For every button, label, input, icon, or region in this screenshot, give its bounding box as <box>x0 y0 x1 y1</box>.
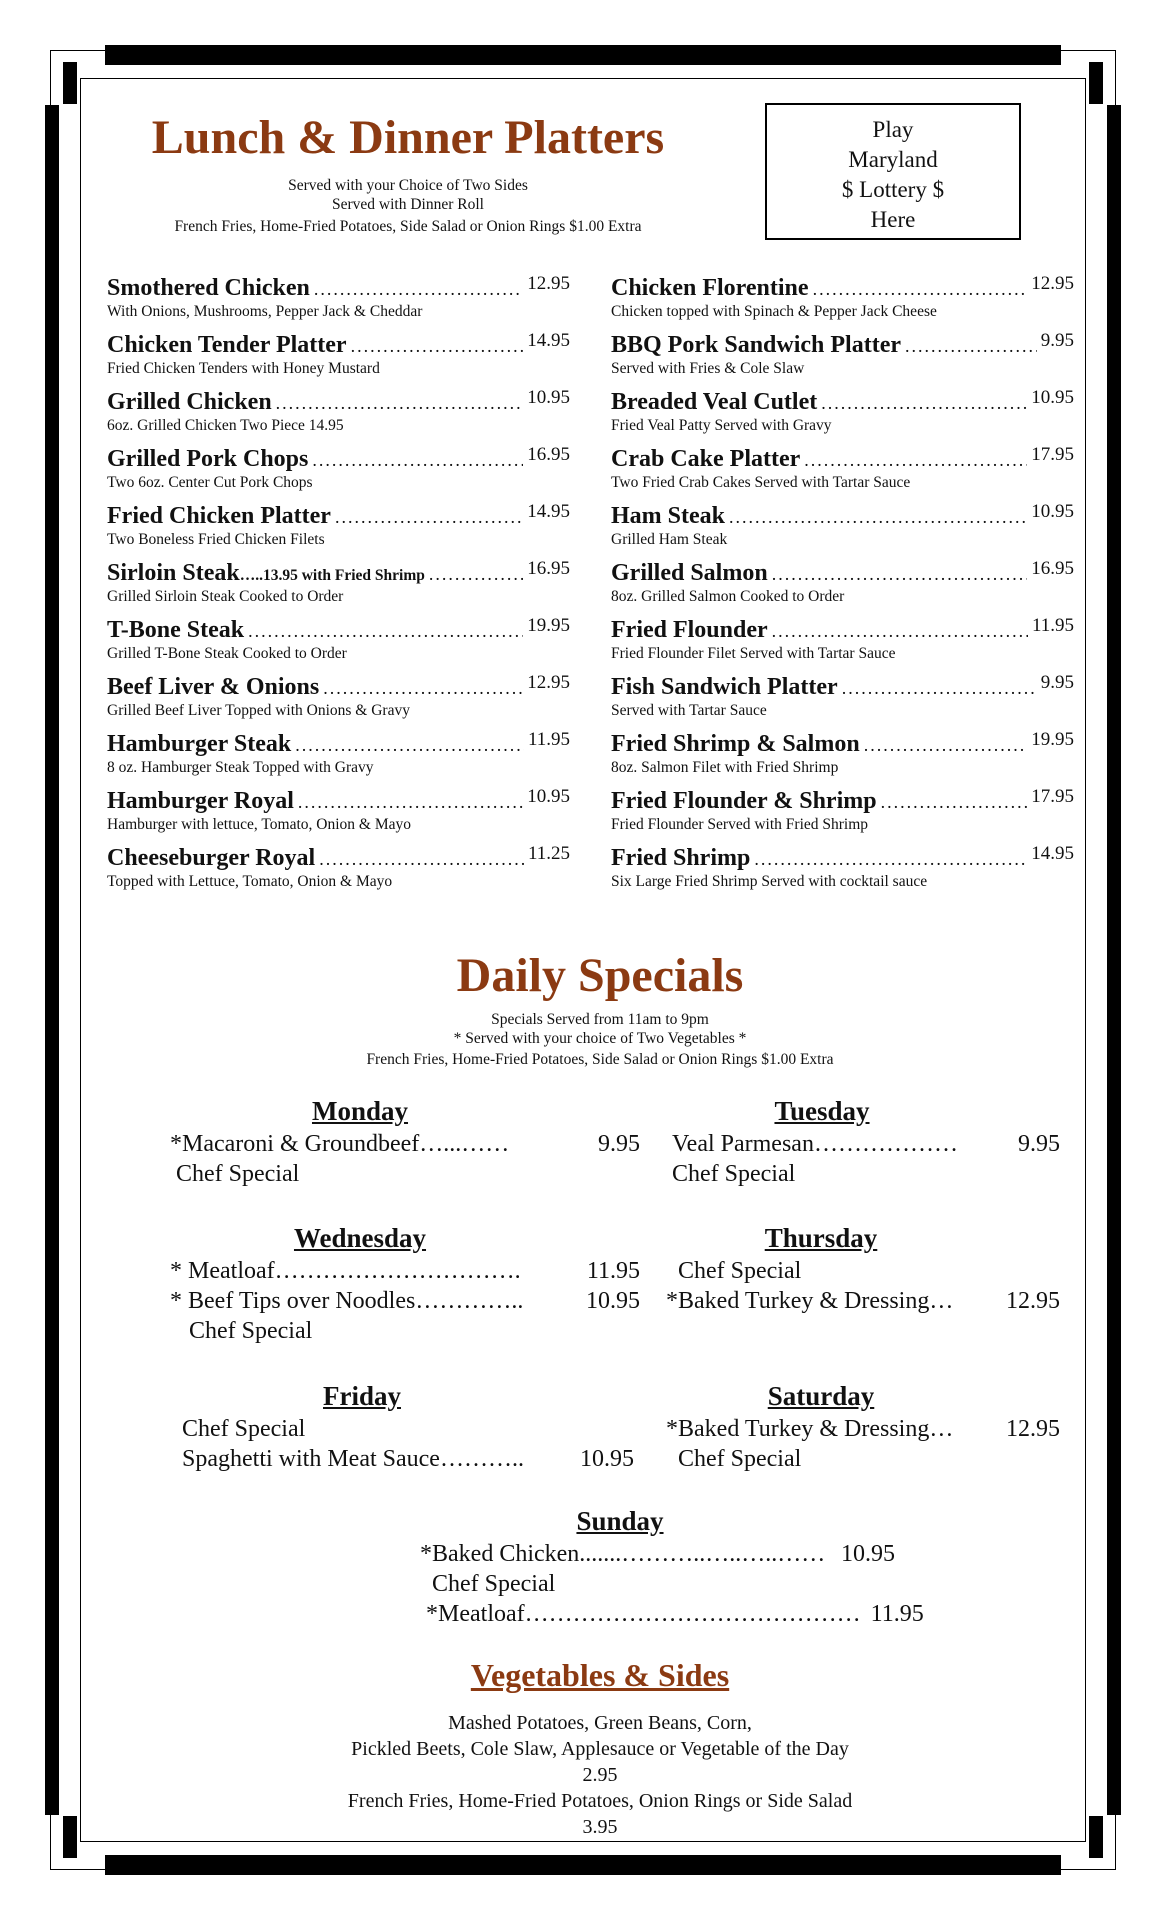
menu-item-header <box>107 731 570 758</box>
menu-item-price: 9.95 <box>1040 672 1074 693</box>
day-name: Thursday <box>764 1223 878 1253</box>
dot-leader <box>842 678 1037 699</box>
lottery-line: $ Lottery $ <box>841 177 945 202</box>
menu-item-title: Chicken Florentine <box>611 275 809 301</box>
special-line <box>672 1159 1060 1189</box>
lottery-line: Maryland <box>848 147 938 172</box>
dot-leader <box>314 279 523 300</box>
frame-corner <box>1089 1816 1103 1858</box>
menu-item-price: 19.95 <box>1031 729 1074 750</box>
specials-note: Specials Served from 11am to 9pm <box>491 1011 709 1028</box>
special-label: Chef Special <box>176 1161 300 1187</box>
menu-item-title: Cheeseburger Royal <box>107 845 316 871</box>
menu-item-header <box>611 845 1074 872</box>
special-label: Chef Special <box>182 1416 306 1442</box>
menu-item-header <box>107 788 570 815</box>
menu-item-title: Fried Shrimp & Salmon <box>611 731 860 757</box>
menu-item-name <box>107 845 315 872</box>
menu-item-description: Hamburger with lettuce, Tomato, Onion & Mayo <box>107 816 411 833</box>
menu-item-name <box>107 332 347 359</box>
special-label: Chef Special <box>678 1446 802 1472</box>
menu-item-title: Hamburger Steak <box>107 731 292 757</box>
menu-item <box>107 731 570 788</box>
page-title: Lunch & Dinner Platters <box>151 111 665 164</box>
day-name: Monday <box>311 1096 409 1126</box>
menu-item-title: T-Bone Steak <box>107 617 245 643</box>
menu-item-description: 6oz. Grilled Chicken Two Piece 14.95 <box>107 417 344 434</box>
menu-item-header <box>611 617 1074 644</box>
special-line <box>666 1414 1060 1444</box>
frame-corner <box>63 62 77 104</box>
specials-note: French Fries, Home-Fried Potatoes, Side Salad or Onion Rings $1.00 Extra <box>366 1051 834 1068</box>
dot-leader <box>429 564 523 585</box>
special-line <box>666 1256 1060 1286</box>
menu-item <box>611 275 1074 332</box>
menu-item-description: Fried Flounder Filet Served with Tartar Sauce <box>611 645 896 662</box>
dot-leader <box>881 792 1028 813</box>
vegetables-price: 2.95 <box>582 1764 618 1786</box>
special-price: 12.95 <box>1006 1416 1060 1442</box>
special-label: Chef Special <box>189 1318 313 1344</box>
menu-item <box>611 389 1074 446</box>
menu-item-title: Crab Cake Platter <box>611 446 801 472</box>
day-saturday <box>666 1380 1060 1474</box>
menu-item-price: 11.25 <box>527 843 570 864</box>
special-price: 9.95 <box>1018 1131 1060 1157</box>
special-line <box>170 1316 640 1346</box>
special-label: *Baked Chicken.......………..…..…..…… <box>420 1541 826 1567</box>
menu-item-header <box>611 275 1074 302</box>
frame-corner <box>1089 62 1103 104</box>
menu-item-description: 8oz. Salmon Filet with Fried Shrimp <box>611 759 839 776</box>
menu-item <box>611 560 1074 617</box>
menu-item <box>107 674 570 731</box>
special-label: Chef Special <box>672 1161 796 1187</box>
menu-item-description: 8 oz. Hamburger Steak Topped with Gravy <box>107 759 374 776</box>
menu-item-description: Chicken topped with Spinach & Pepper Jack Cheese <box>611 303 937 320</box>
dot-leader <box>864 735 1028 756</box>
menu-item-header <box>107 845 570 872</box>
lottery-line: Here <box>870 207 916 232</box>
menu-item-description: Two Boneless Fried Chicken Filets <box>107 531 325 548</box>
menu-item <box>611 332 1074 389</box>
dot-leader <box>351 336 524 357</box>
menu-item-header <box>107 617 570 644</box>
menu-item-name <box>107 731 291 758</box>
special-line <box>666 1444 1060 1474</box>
special-price: 10.95 <box>586 1288 640 1314</box>
menu-item-name <box>611 503 725 530</box>
day-wednesday <box>170 1222 640 1346</box>
menu-item-title: Fish Sandwich Platter <box>611 674 838 700</box>
menu-item-description: Grilled Beef Liver Topped with Onions & Gravy <box>107 702 410 719</box>
menu-item <box>107 503 570 560</box>
menu-item-description: Six Large Fried Shrimp Served with cocktail sauce <box>611 873 928 890</box>
menu-item-price: 10.95 <box>1031 387 1074 408</box>
menu-item-price: 12.95 <box>527 273 570 294</box>
menu-item <box>107 275 570 332</box>
vegetables-line: Mashed Potatoes, Green Beans, Corn, <box>448 1712 752 1734</box>
menu-item-title: Hamburger Royal <box>107 788 294 814</box>
dot-leader <box>804 450 1027 471</box>
menu-item-description: Served with Fries & Cole Slaw <box>611 360 805 377</box>
menu-item-name <box>107 560 425 587</box>
menu-item-header <box>107 560 570 587</box>
menu-item-name <box>611 845 750 872</box>
menu-item-description: Grilled T-Bone Steak Cooked to Order <box>107 645 347 662</box>
menu-item-price: 17.95 <box>1031 444 1074 465</box>
special-label: Chef Special <box>432 1571 556 1597</box>
menu-item-header <box>107 332 570 359</box>
menu-item-description: Grilled Sirloin Steak Cooked to Order <box>107 588 344 605</box>
dot-leader <box>335 507 523 528</box>
menu-item-header <box>611 503 1074 530</box>
menu-item-name <box>107 788 294 815</box>
menu-item-name <box>107 389 272 416</box>
dot-leader <box>813 279 1028 300</box>
day-name: Sunday <box>576 1506 664 1536</box>
menu-item-description: Topped with Lettuce, Tomato, Onion & Mayo <box>107 873 393 890</box>
day-tuesday <box>672 1095 1060 1189</box>
menu-item <box>611 845 1074 902</box>
special-price: 10.95 <box>580 1446 634 1472</box>
menu-item-name <box>107 617 244 644</box>
menu-item-price: 16.95 <box>527 444 570 465</box>
dot-leader <box>821 393 1027 414</box>
special-label: *Baked Turkey & Dressing… <box>666 1416 954 1442</box>
menu-item <box>611 617 1074 674</box>
vegetables-title: Vegetables & Sides <box>470 1657 730 1693</box>
special-line <box>182 1414 634 1444</box>
special-line <box>420 1599 946 1629</box>
special-price: 10.95 <box>841 1541 895 1567</box>
menu-item-name <box>611 617 768 644</box>
day-friday <box>182 1380 634 1474</box>
day-thursday <box>666 1222 1060 1316</box>
menu-item-price: 14.95 <box>1031 843 1074 864</box>
special-line <box>666 1286 1060 1316</box>
menu-item-description: Fried Veal Patty Served with Gravy <box>611 417 832 434</box>
menu-item <box>611 503 1074 560</box>
menu-item-price: 19.95 <box>527 615 570 636</box>
platters-left-column <box>107 275 570 902</box>
special-line <box>420 1539 950 1569</box>
special-line <box>170 1256 640 1286</box>
dot-leader <box>323 678 523 699</box>
menu-item-price: 14.95 <box>527 330 570 351</box>
menu-item-header <box>107 275 570 302</box>
menu-item-title: Sirloin Steak <box>107 560 240 586</box>
menu-item-description: Fried Chicken Tenders with Honey Mustard <box>107 360 380 377</box>
special-price: 11.95 <box>586 1258 640 1284</box>
menu-item-title: Fried Shrimp <box>611 845 751 871</box>
menu-item <box>611 731 1074 788</box>
menu-item-title: Fried Chicken Platter <box>107 503 331 529</box>
menu-item-price: 10.95 <box>1031 501 1074 522</box>
menu-item-description: Served with Tartar Sauce <box>611 702 767 719</box>
day-name: Wednesday <box>293 1223 427 1253</box>
menu-item-title: Chicken Tender Platter <box>107 332 347 358</box>
menu-item-name <box>611 332 901 359</box>
platter-note: French Fries, Home-Fried Potatoes, Side Salad or Onion Rings $1.00 Extra <box>174 218 642 235</box>
special-price: 9.95 <box>598 1131 640 1157</box>
special-line <box>170 1159 640 1189</box>
menu-item <box>611 674 1074 731</box>
menu-item-header <box>107 674 570 701</box>
platter-note: Served with your Choice of Two Sides <box>288 177 528 194</box>
menu-item-title: Grilled Chicken <box>107 389 272 415</box>
frame-bar-bottom <box>105 1855 1061 1875</box>
menu-item-name <box>107 674 319 701</box>
frame-corner <box>63 1816 77 1858</box>
day-name: Saturday <box>767 1381 875 1411</box>
special-label: *Macaroni & Groundbeef…...…… <box>170 1131 510 1157</box>
dot-leader <box>276 393 524 414</box>
special-price: 12.95 <box>1006 1288 1060 1314</box>
menu-item <box>611 446 1074 503</box>
dot-leader <box>729 507 1027 528</box>
menu-item-header <box>611 731 1074 758</box>
lottery-line: Play <box>872 117 914 142</box>
menu-item-description: 8oz. Grilled Salmon Cooked to Order <box>611 588 845 605</box>
menu-item-title: Fried Flounder <box>611 617 768 643</box>
menu-item-header <box>107 446 570 473</box>
menu-item-name <box>611 275 809 302</box>
menu-item-price: 16.95 <box>527 558 570 579</box>
dot-leader <box>298 792 523 813</box>
frame-bar-right <box>1107 105 1121 1815</box>
menu-item-name <box>611 446 800 473</box>
menu-item-header <box>107 503 570 530</box>
menu-item-header <box>611 674 1074 701</box>
special-label: Veal Parmesan……………… <box>672 1131 958 1157</box>
menu-item-price: 16.95 <box>1031 558 1074 579</box>
menu-item-price: 11.95 <box>527 729 570 750</box>
special-line <box>182 1444 634 1474</box>
menu-item-price: 17.95 <box>1031 786 1074 807</box>
menu-item-header <box>611 560 1074 587</box>
dot-leader <box>772 621 1028 642</box>
menu-item <box>611 788 1074 845</box>
day-sunday <box>420 1505 940 1629</box>
menu-item-description: Grilled Ham Steak <box>611 531 728 548</box>
menu-item-price: 12.95 <box>1031 273 1074 294</box>
special-line <box>170 1286 640 1316</box>
menu-item-price: 14.95 <box>527 501 570 522</box>
menu-item-name <box>107 446 308 473</box>
lottery-box <box>765 103 1021 240</box>
menu-item <box>107 788 570 845</box>
special-label: * Beef Tips over Noodles………….. <box>170 1288 524 1314</box>
menu-item-price: 9.95 <box>1040 330 1074 351</box>
menu-item <box>107 332 570 389</box>
menu-item-title: Smothered Chicken <box>107 275 310 301</box>
special-label: * Meatloaf…………………………. <box>170 1258 521 1284</box>
menu-item-name <box>611 389 817 416</box>
specials-note: * Served with your choice of Two Vegetables * <box>453 1030 747 1047</box>
menu-item-title: Ham Steak <box>611 503 725 529</box>
menu-item-description: Two Fried Crab Cakes Served with Tartar Sauce <box>611 474 911 491</box>
frame-bar-top <box>105 45 1061 65</box>
dot-leader <box>312 450 523 471</box>
menu-item-name <box>611 560 768 587</box>
menu-item-header <box>107 389 570 416</box>
special-label: *Baked Turkey & Dressing… <box>666 1288 954 1314</box>
menu-item-header <box>611 788 1074 815</box>
sides-price: 3.95 <box>582 1816 618 1838</box>
menu-item-header <box>611 389 1074 416</box>
menu-item-description: With Onions, Mushrooms, Pepper Jack & Cheddar <box>107 303 423 320</box>
menu-item <box>107 446 570 503</box>
day-monday <box>170 1095 640 1189</box>
menu-item-name <box>611 674 838 701</box>
special-label: Spaghetti with Meat Sauce……….. <box>182 1446 524 1472</box>
specials-title: Daily Specials <box>456 949 744 1002</box>
menu-item-price: 12.95 <box>527 672 570 693</box>
menu-item-name <box>107 503 331 530</box>
day-name: Tuesday <box>774 1096 870 1126</box>
vegetables-line: Pickled Beets, Cole Slaw, Applesauce or Vegetable of the Day <box>351 1738 849 1760</box>
sides-line: French Fries, Home-Fried Potatoes, Onion Rings or Side Salad <box>347 1790 853 1812</box>
platters-right-column <box>611 275 1074 902</box>
special-label: Chef Special <box>678 1258 802 1284</box>
menu-item-header <box>611 332 1074 359</box>
dot-leader <box>905 336 1037 357</box>
dot-leader <box>248 621 523 642</box>
menu-item-extra: …..13.95 with Fried Shrimp <box>239 567 425 584</box>
dot-leader <box>295 735 524 756</box>
menu-item-title: Grilled Salmon <box>611 560 768 586</box>
menu-item <box>107 560 570 617</box>
menu-item <box>107 389 570 446</box>
menu-item-price: 11.95 <box>1031 615 1074 636</box>
special-label: *Meatloaf…………………………………… <box>426 1601 861 1627</box>
menu-item-title: Fried Flounder & Shrimp <box>611 788 877 814</box>
menu-item-price: 10.95 <box>527 786 570 807</box>
menu-item-name <box>611 731 860 758</box>
menu-item-title: BBQ Pork Sandwich Platter <box>611 332 902 358</box>
menu-item-description: Two 6oz. Center Cut Pork Chops <box>107 474 313 491</box>
menu-item-name <box>611 788 877 815</box>
dot-leader <box>754 849 1027 870</box>
menu-item-title: Grilled Pork Chops <box>107 446 309 472</box>
dot-leader <box>772 564 1028 585</box>
menu-item-name <box>107 275 310 302</box>
menu-item-title: Beef Liver & Onions <box>107 674 320 700</box>
day-name: Friday <box>323 1381 401 1411</box>
special-line <box>170 1129 640 1159</box>
special-line <box>420 1569 940 1599</box>
menu-item-header <box>611 446 1074 473</box>
special-line <box>672 1129 1060 1159</box>
menu-item <box>107 845 570 902</box>
dot-leader <box>319 849 524 870</box>
special-price: 11.95 <box>870 1601 924 1627</box>
menu-item-price: 10.95 <box>527 387 570 408</box>
menu-item <box>107 617 570 674</box>
frame-bar-left <box>45 105 59 1815</box>
platter-note: Served with Dinner Roll <box>332 196 484 213</box>
menu-item-description: Fried Flounder Served with Fried Shrimp <box>611 816 869 833</box>
menu-item-title: Breaded Veal Cutlet <box>611 389 818 415</box>
